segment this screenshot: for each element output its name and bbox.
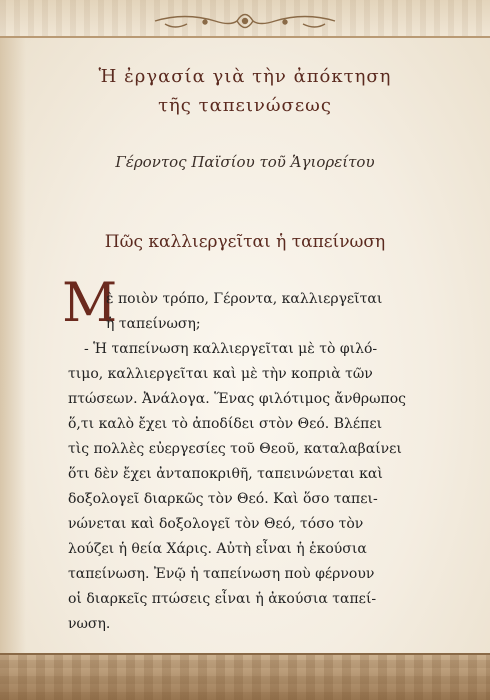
body-line: νωση. (68, 616, 111, 632)
body-line: λούζει ἡ θεία Χάρις. Αὐτὴ εἶναι ἡ ἑκούσια (68, 541, 367, 557)
scroll-ornament-icon (145, 10, 345, 32)
drop-capital: Μ (62, 271, 118, 334)
body-line: οἱ διαρκεῖς πτώσεις εἶναι ἡ ἀκούσια ταπεί- (68, 591, 377, 607)
body-line: ταπείνωση. Ἐνῷ ἡ ταπείνωση ποὺ φέρνουν (68, 566, 375, 582)
body-line: ἡ ταπείνωση; (106, 316, 201, 332)
top-divider (0, 36, 490, 38)
body-line: ὲ ποιὸν τρόπο, Γέροντα, καλλιεργεῖται (106, 291, 383, 307)
body-line: τιμο, καλλιεργεῖται καὶ μὲ τὴν κοπριὰ τῶν (68, 366, 373, 382)
body-line: ὅ,τι καλὸ ἔχει τὸ ἀποδίδει στὸν Θεό. Βλέπει (68, 416, 383, 432)
bottom-decorative-band (0, 655, 490, 700)
body-line: νώνεται καὶ δοξολογεῖ τὸν Θεό, τόσο τὸν (68, 516, 364, 532)
page-title-line-1: Ἡ ἐργασία γιὰ τὴν ἀπόκτηση (98, 66, 392, 87)
section-heading: Πῶς καλλιεργεῖται ἡ ταπείνωση (104, 232, 386, 252)
page-spine-shadow (0, 0, 26, 700)
body-line: - Ἡ ταπείνωση καλλιεργεῖται μὲ τὸ φιλό- (84, 341, 378, 357)
body-line: πτώσεων. Ἀνάλογα. Ἕνας φιλότιμος ἄνθρωπος (68, 391, 406, 407)
page-title-line-2: τῆς ταπεινώσεως (158, 95, 332, 116)
body-line: ὅτι δὲν ἔχει ἀνταποκριθῆ, ταπεινώνεται καὶ (68, 466, 383, 482)
body-line: τὶς πολλὲς εὐεργεσίες τοῦ Θεοῦ, καταλαβαίνει (68, 441, 402, 457)
author-line: Γέροντος Παϊσίου τοῦ Ἁγιορείτου (115, 153, 375, 171)
body-line: δοξολογεῖ διαρκῶς τὸν Θεό. Καὶ ὅσο ταπει- (68, 491, 378, 507)
